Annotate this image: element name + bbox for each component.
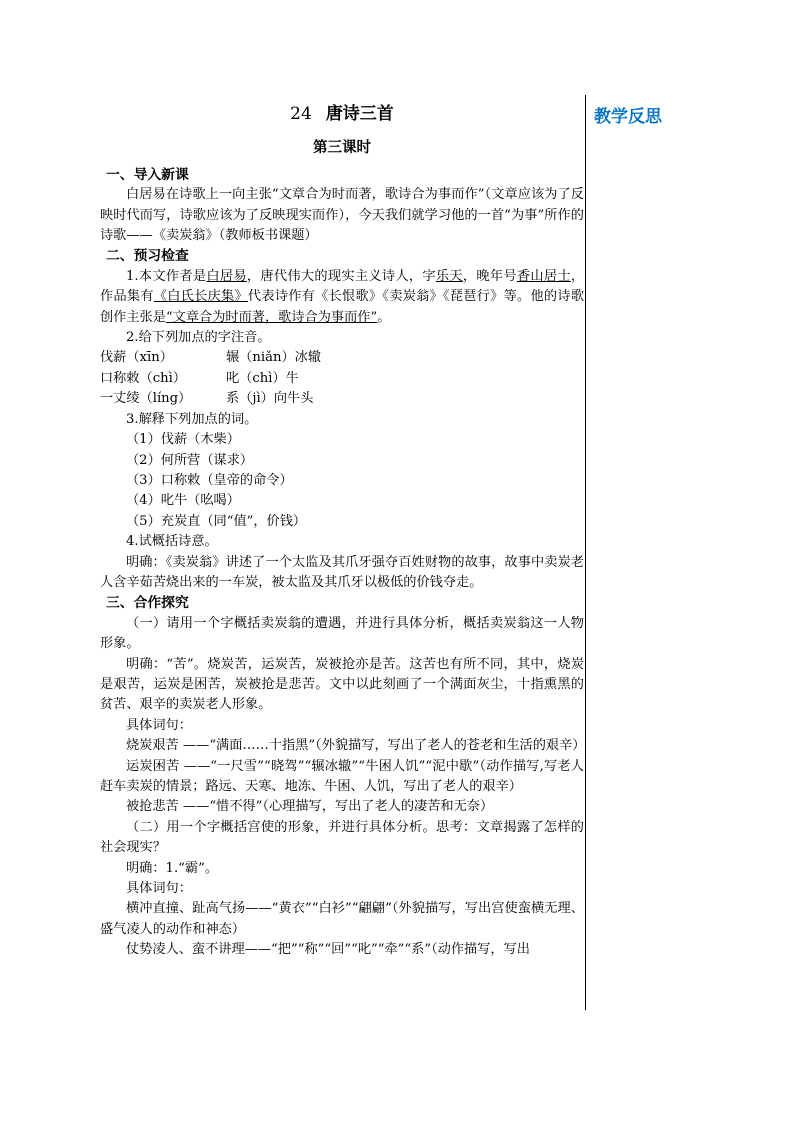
author-pseudonym: 香山居士 bbox=[516, 268, 571, 284]
inquiry-answer-2: 明确：1.“霸”。 bbox=[126, 860, 219, 876]
author-courtesy-name: 乐天 bbox=[435, 268, 463, 284]
sidebar-divider bbox=[585, 95, 586, 1010]
author-view: “文章合为时而著，歌诗合为事而作” bbox=[165, 309, 378, 325]
inquiry-question-1: （一）请用一个字概括卖炭翁的遭遇，并进行具体分析，概括卖炭翁这一人物形象。 bbox=[100, 615, 584, 652]
inquiry-detail-item: 横冲直撞、趾高气扬——“黄衣”“白衫”“翩翩”（外貌描写，写出宫使蛮横无理、盛气凌人的动作和神态） bbox=[100, 901, 584, 937]
inquiry-detail-item: 运炭困苦 ——“一尺雪”“晓驾”“辗冰辙”“牛困人饥”“泥中歇”（动作描写,写老人赶车卖炭的情景；路远、天寒、地冻、牛困、人饥，写出了老人的艰辛） bbox=[100, 758, 584, 794]
pinyin-list bbox=[100, 348, 584, 409]
pinyin-row: 口称敕（chì） 叱（chì）牛 bbox=[100, 370, 299, 386]
preview-q3: 3.解释下列加点的词。 bbox=[126, 411, 258, 427]
inquiry-detail-item: 烧炭艰苦 ——“满面……十指黑”（外貌描写，写出了老人的苍老和生活的艰辛） bbox=[126, 738, 586, 754]
sidebar-title-teaching-reflection: 教学反思 bbox=[594, 107, 662, 127]
author-name: 白居易 bbox=[206, 268, 247, 284]
lesson-content bbox=[100, 98, 584, 961]
preview-q4-answer: 明确：《卖炭翁》讲述了一个太监及其爪牙强夺百姓财物的故事，故事中卖炭老人含辛茹苦烧出来的一车炭，被太监及其爪牙以极低的价钱夺走。 bbox=[100, 554, 584, 590]
inquiry-question-2: （二）用一个字概括宫使的形象，并进行具体分析。思考：文章揭露了怎样的社会现实？ bbox=[100, 819, 584, 856]
definition-item: （3）口称敕（皇帝的命令） bbox=[126, 472, 293, 488]
definition-item: （1）伐薪（木柴） bbox=[126, 432, 240, 448]
intro-paragraph: 白居易在诗歌上一向主张“文章合为时而著，歌诗合为事而作”（文章应该为了反映时代而写，诗歌应该为了反映现实而作），今天我们就学习他的一首“为事”所作的诗歌——《卖炭翁》（教师板书课题） bbox=[100, 187, 584, 244]
definition-item: （4）叱牛（吆喝） bbox=[126, 493, 240, 509]
lesson-number: 24 bbox=[290, 104, 312, 124]
definition-item: （5）充炭直（同“值”，价钱） bbox=[126, 513, 307, 529]
inquiry-detail-item: 被抢悲苦 ——“惜不得”（心理描写，写出了老人的凄苦和无奈） bbox=[126, 799, 494, 815]
lesson-title bbox=[100, 104, 584, 124]
definition-item: （2）何所营（谋求） bbox=[126, 452, 254, 468]
section-heading-intro: 一、导入新课 bbox=[106, 166, 189, 183]
pinyin-row: 一丈绫（líng） 系（jì）向牛头 bbox=[100, 391, 314, 407]
inquiry-detail-label: 具体词句： bbox=[126, 717, 192, 733]
lesson-title-text: 唐诗三首 bbox=[325, 104, 394, 124]
lesson-subtitle: 第三课时 bbox=[313, 139, 371, 157]
section-heading-preview: 二、预习检查 bbox=[106, 248, 189, 265]
author-collection: 《白氏长庆集》 bbox=[153, 289, 248, 305]
inquiry-answer-1: 明确：“苦”。烧炭苦，运炭苦，炭被抢亦是苦。这苦也有所不同，其中，烧炭是艰苦，运炭是困苦，炭被抢是悲苦。文中以此刻画了一个满面灰尘，十指熏黑的贫苦、艰辛的卖炭老人形象。 bbox=[100, 656, 584, 713]
preview-q1: 1.本文作者是白居易，唐代伟大的现实主义诗人，字乐天，晚年号香山居士，作品集有《白氏长庆集》代表诗作有《长恨歌》《卖炭翁》《琵琶行》等。他的诗歌创作主张是“文章合为时而著，歌诗合为事而作”。 bbox=[100, 268, 585, 325]
section-heading-inquiry: 三、合作探究 bbox=[106, 595, 189, 612]
inquiry-detail-item: 仗势凌人、蛮不讲理——“把”“称”“回”“叱”“牵”“系”（动作描写，写出 bbox=[126, 942, 530, 958]
preview-q4: 4.试概括诗意。 bbox=[126, 534, 218, 550]
pinyin-row: 伐薪（xīn） 辗（niǎn）冰辙 bbox=[100, 350, 322, 366]
preview-q2: 2.给下列加点的字注音。 bbox=[126, 330, 271, 346]
inquiry-detail-label: 具体词句： bbox=[126, 881, 192, 897]
